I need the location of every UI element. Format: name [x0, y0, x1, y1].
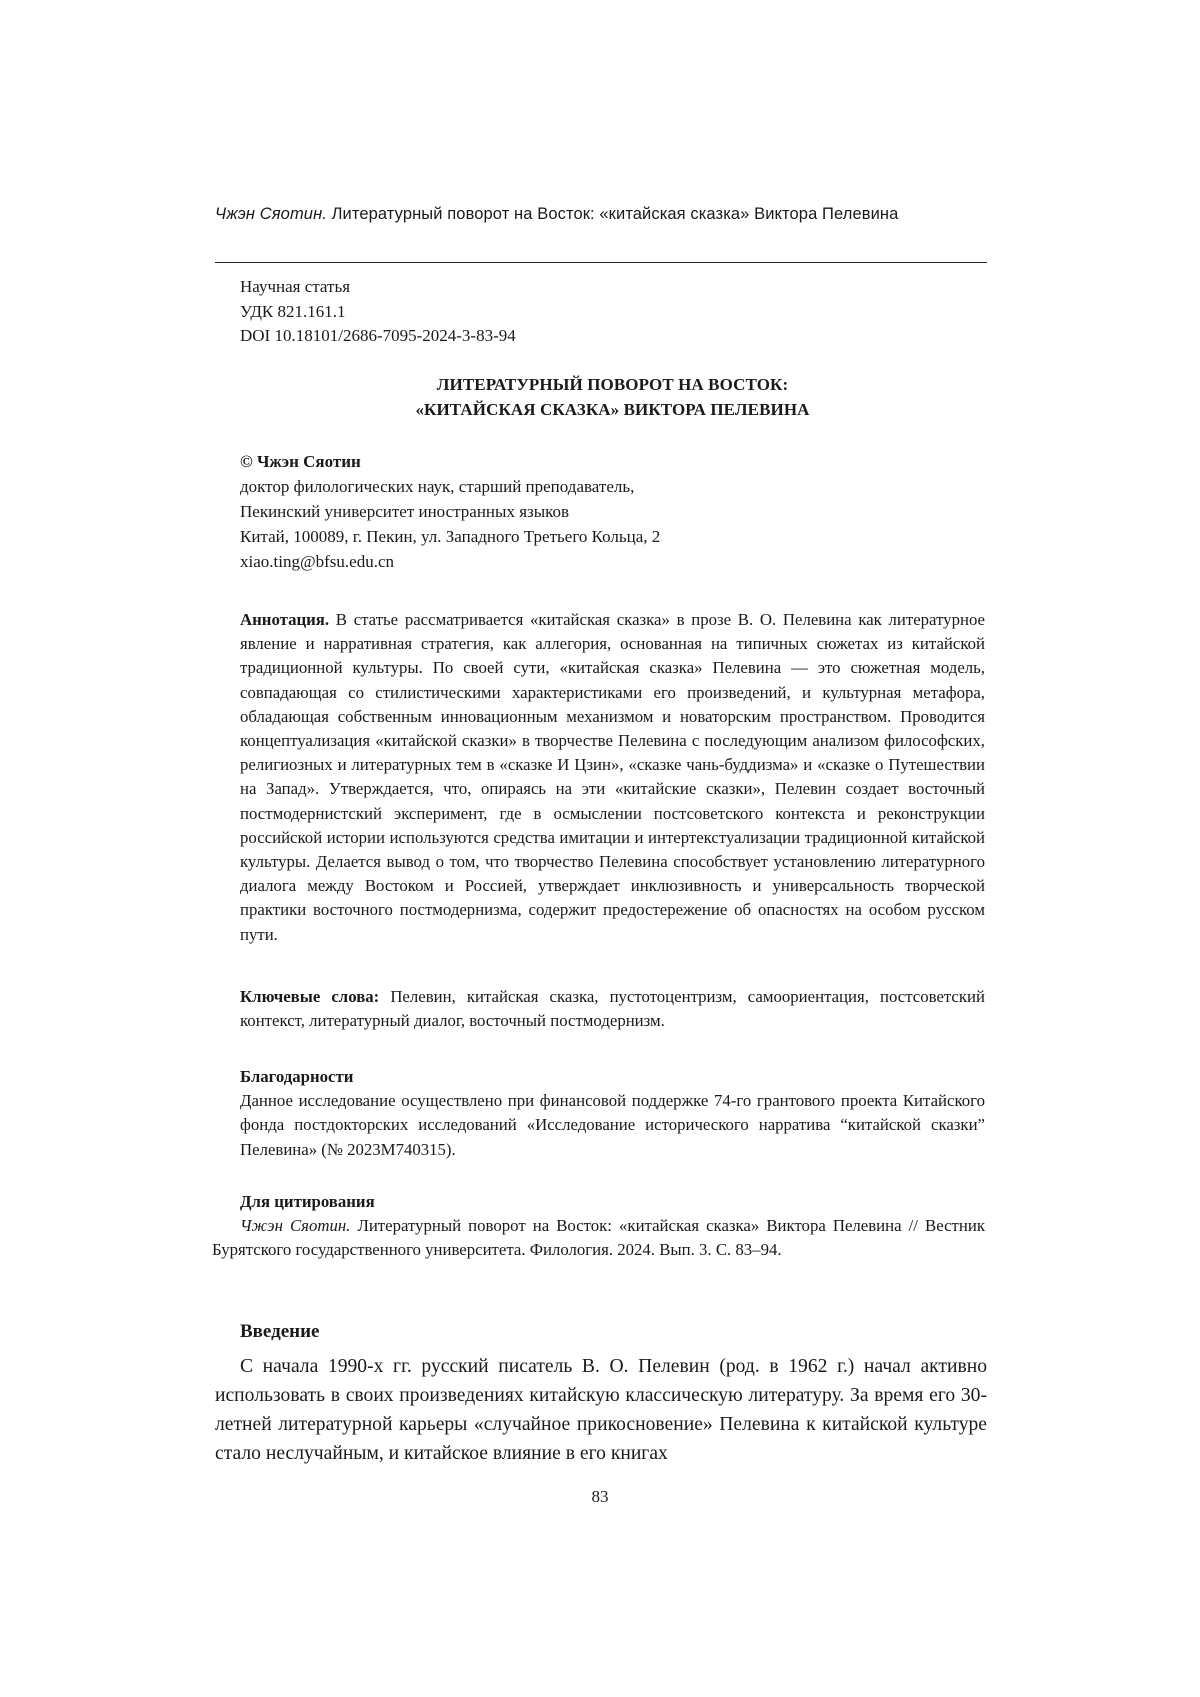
introduction-heading: Введение: [240, 1321, 320, 1343]
doi[interactable]: DOI 10.18101/2686-7095-2024-3-83-94: [240, 324, 516, 349]
acknowledgments: [240, 1065, 985, 1162]
keywords: [240, 985, 985, 1033]
header-divider: [215, 262, 987, 263]
abstract-text: В статье рассматривается «китайская сказка» в прозе В. О. Пелевина как литературное явление и нарративная стратегия, как аллегория, основанная на типичных сюжетах из китайской традиционной культуры. По своей сути, «китайская сказка» Пелевина — это сюжетная модель, совпадающая со стилистическими характеристиками его произведений, и культурная метафора, обладающая собственным инновационным механизмом и новаторским пространством. Проводится концептуализация «китайской сказки» в творчестве Пелевина с последующим анализом философских, религиозных и литературных тем в «сказке И Цзин», «сказке чань-буддизма» и «сказке о Путешествии на Запад». Утверждается, что, опираясь на эти «китайские сказки», Пелевин создает восточный постмодернистский эксперимент, где в осмыслении постсоветского контекста и реконструкции российской истории используются средства имитации и интертекстуализации традиционной китайской культуры. Делается вывод о том, что творчество Пелевина способствует установлению литературного диалога между Востоком и Россией, утверждает инклюзивность и универсальность творческой практики восточного постмодернизма, содержит предостережение об опасностях на особом русском пути.: [240, 610, 985, 944]
citation-heading: Для цитирования: [240, 1190, 985, 1214]
article-title-line-1: ЛИТЕРАТУРНЫЙ ПОВОРОТ НА ВОСТОК:: [240, 372, 985, 397]
acknowledgments-heading: Благодарности: [240, 1065, 985, 1089]
author-email[interactable]: xiao.ting@bfsu.edu.cn: [240, 549, 660, 574]
author-address: Китай, 100089, г. Пекин, ул. Западного Третьего Кольца, 2: [240, 524, 660, 549]
author-affiliation: Пекинский университет иностранных языков: [240, 499, 660, 524]
keywords-text: Пелевин, китайская сказка, пустотоцентризм, самоориентация, постсоветский контекст, литературный диалог, восточный постмодернизм.: [240, 987, 985, 1030]
running-header-title: Литературный поворот на Восток: «китайская сказка» Виктора Пелевина: [327, 205, 898, 223]
citation: [240, 1190, 985, 1263]
author-block: [240, 449, 660, 574]
running-header: [215, 205, 1015, 224]
article-title-line-2: «КИТАЙСКАЯ СКАЗКА» ВИКТОРА ПЕЛЕВИНА: [240, 397, 985, 422]
udc-code: УДК 821.161.1: [240, 300, 516, 325]
introduction-text: С начала 1990-х гг. русский писатель В. О. Пелевин (род. в 1962 г.) начал активно использовать в своих произведениях китайскую классическую литературу. За время его 30-летней литературной карьеры «случайное прикосновение» Пелевина к китайской культуре стало неслучайным, и китайское влияние в его книгах: [215, 1352, 987, 1468]
acknowledgments-text: Данное исследование осуществлено при финансовой поддержке 74-го грантового проекта Китайского фонда постдокторских исследований «Исследование исторического нарратива “китайской сказки” Пелевина» (№ 2023M740315).: [240, 1089, 985, 1162]
running-header-author: Чжэн Сяотин.: [215, 205, 327, 223]
citation-body: [212, 1214, 985, 1262]
article-meta: [240, 275, 516, 349]
abstract-label: Аннотация.: [240, 610, 329, 629]
article-title: [240, 372, 985, 422]
article-type: Научная статья: [240, 275, 516, 300]
citation-author: Чжэн Сяотин.: [240, 1216, 350, 1235]
keywords-label: Ключевые слова:: [240, 987, 379, 1006]
citation-text: Литературный поворот на Восток: «китайская сказка» Виктора Пелевина // Вестник Бурятского государственного университета. Филология. 2024. Вып. 3. С. 83–94.: [212, 1216, 985, 1259]
page-number: 83: [0, 1487, 1200, 1507]
abstract: [240, 608, 985, 947]
author-name: © Чжэн Сяотин: [240, 449, 660, 474]
author-degree: доктор филологических наук, старший преподаватель,: [240, 474, 660, 499]
